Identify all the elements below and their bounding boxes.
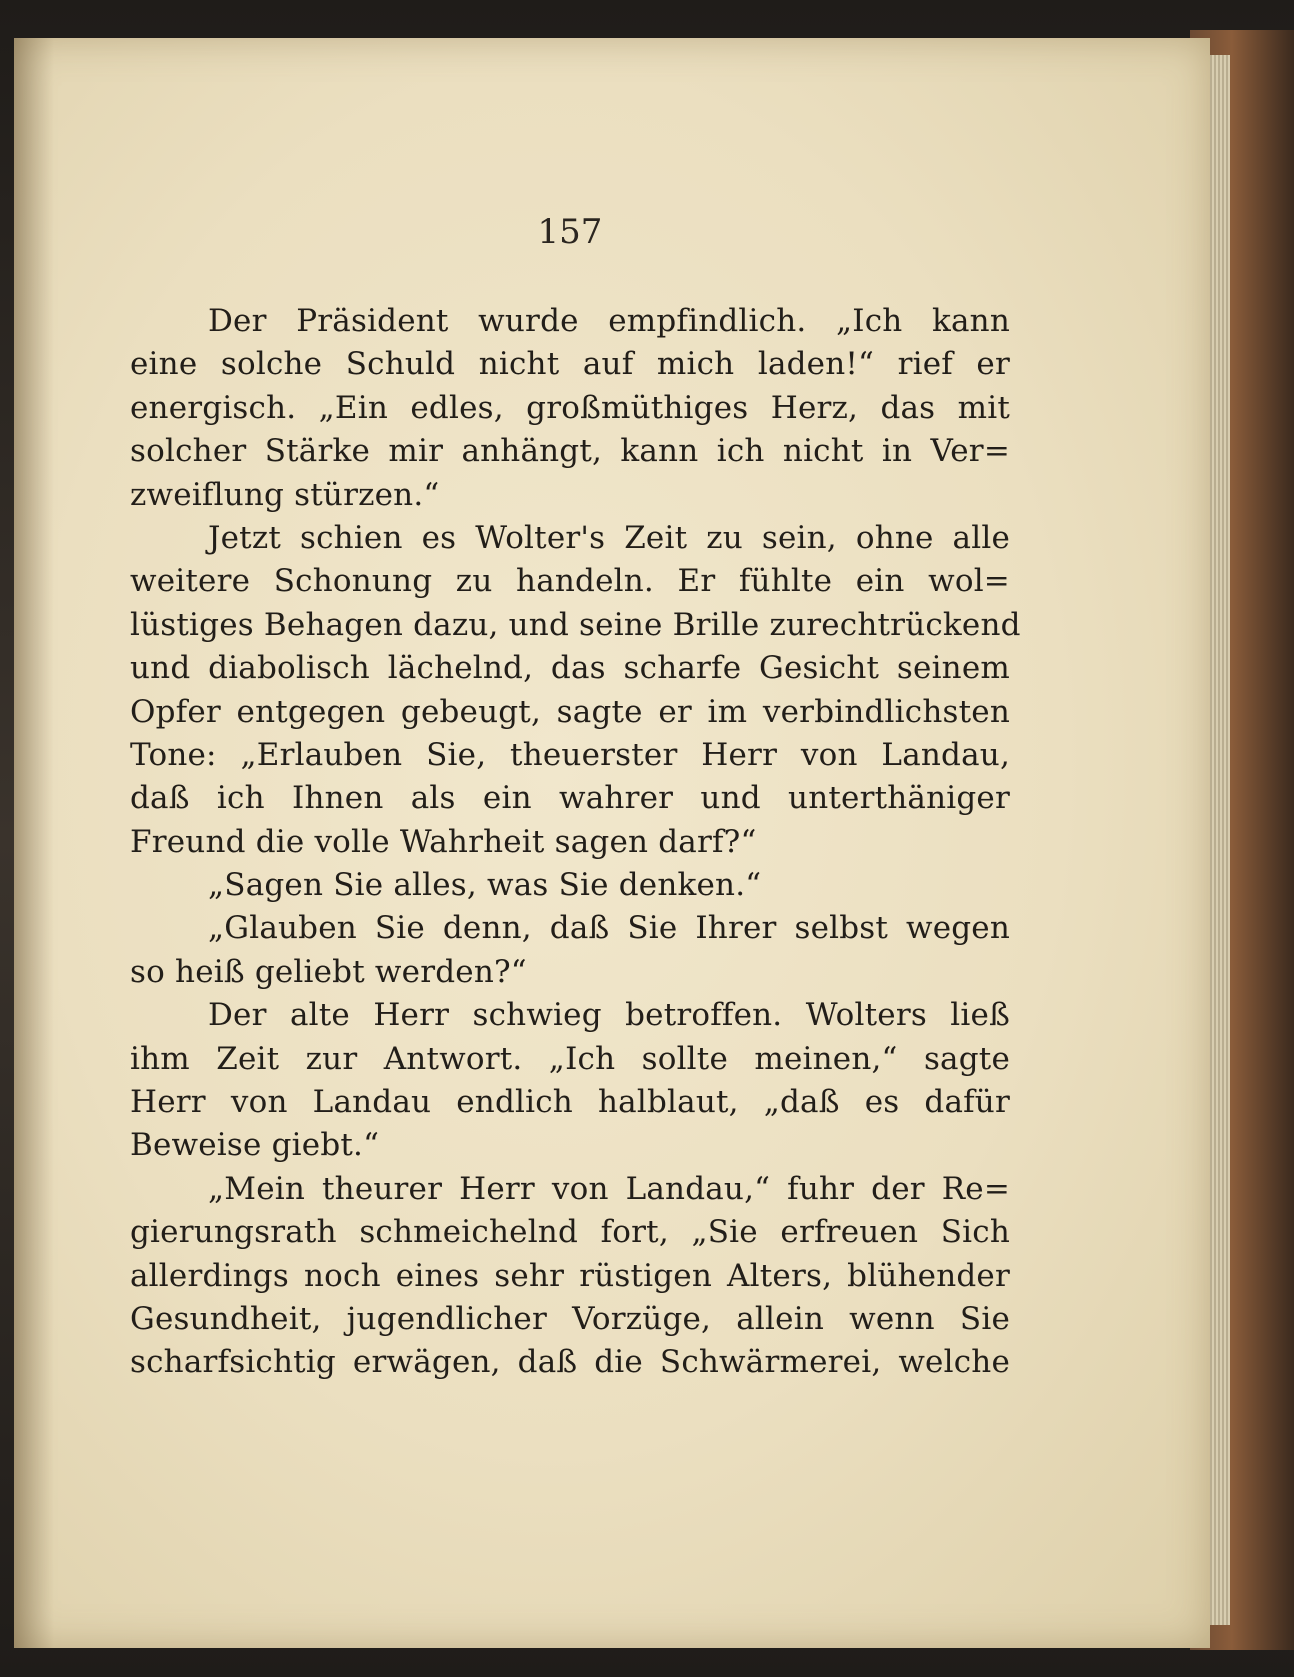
text-line: Der alte Herr schwieg betroffen. Wolters ließ <box>208 997 1010 1034</box>
text-line: Beweise giebt.“ <box>130 1127 380 1164</box>
text-line: scharfsichtig erwägen, daß die Schwärmerei, welche <box>130 1344 1010 1381</box>
text-line: energisch. „Ein edles, großmüthiges Herz, das mit <box>130 389 1010 426</box>
text-line: so heiß geliebt werden?“ <box>130 953 527 990</box>
text-line: Der Präsident wurde empfindlich. „Ich kann <box>208 303 1010 339</box>
text-line: daß ich Ihnen als ein wahrer und unterthäniger <box>130 780 1010 817</box>
text-line: eine solche Schuld nicht auf mich laden!“ rief er <box>130 346 1010 383</box>
text-line: Tone: „Erlauben Sie, theuerster Herr von Landau, <box>130 736 1010 773</box>
text-line: ihm Zeit zur Antwort. „Ich sollte meinen,“ sagte <box>130 1040 1010 1077</box>
text-line: und diabolisch lächelnd, das scharfe Gesicht seinem <box>130 650 1010 687</box>
text-line: solcher Stärke mir anhängt, kann ich nicht in Ver= <box>130 433 1010 470</box>
text-line: Herr von Landau endlich halblaut, „daß es dafür <box>130 1084 1010 1121</box>
text-line: weitere Schonung zu handeln. Er fühlte ein wol= <box>130 563 1010 600</box>
text-line: Jetzt schien es Wolter's Zeit zu sein, ohne alle <box>208 519 1010 556</box>
text-line: „Mein theurer Herr von Landau,“ fuhr der Re= <box>208 1170 1010 1207</box>
text-line: allerdings noch eines sehr rüstigen Alters, blühender <box>130 1257 1010 1294</box>
text-line: „Glauben Sie denn, daß Sie Ihrer selbst wegen <box>208 910 1010 947</box>
text-line: lüstiges Behagen dazu, und seine Brille zurechtrückend <box>130 606 1021 643</box>
text-line: gierungsrath schmeichelnd fort, „Sie erfreuen Sich <box>130 1214 1010 1251</box>
page-number: 157 <box>537 212 603 252</box>
text-line: Freund die volle Wahrheit sagen darf?“ <box>130 823 757 860</box>
text-line: Opfer entgegen gebeugt, sagte er im verbindlichsten <box>130 693 1010 730</box>
gutter-shadow <box>14 38 54 1648</box>
text-line: „Sagen Sie alles, was Sie denken.“ <box>208 867 762 904</box>
body-text <box>130 300 1021 1385</box>
text-line: zweiflung stürzen.“ <box>130 476 440 513</box>
text-line: Gesundheit, jugendlicher Vorzüge, allein wenn Sie <box>130 1300 1010 1337</box>
